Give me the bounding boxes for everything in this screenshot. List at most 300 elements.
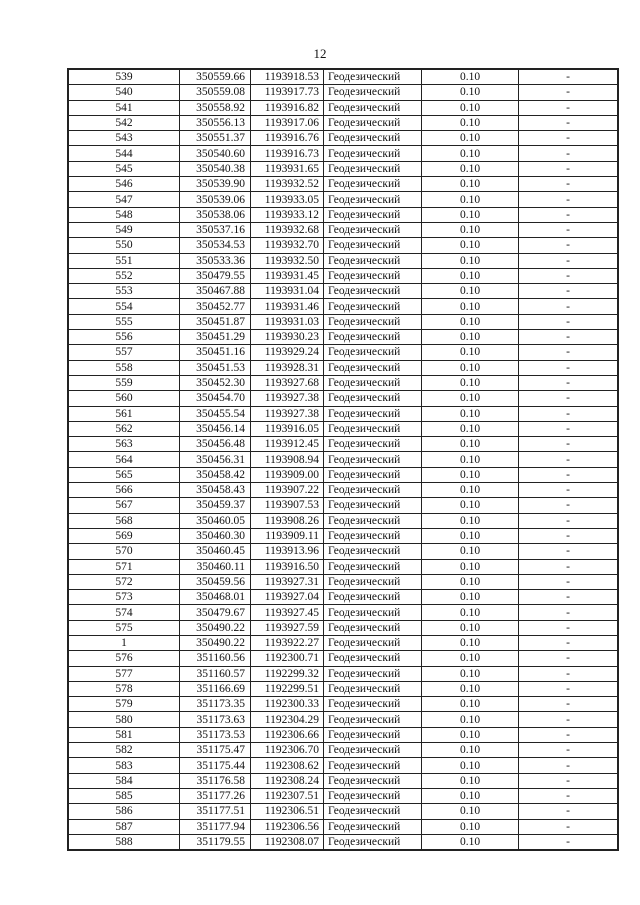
accuracy-cell: 0.10 — [422, 513, 519, 528]
method-cell: Геодезический — [324, 85, 422, 100]
y-coordinate-cell: 1192306.70 — [251, 743, 324, 758]
y-coordinate-cell: 1193927.68 — [251, 375, 324, 390]
y-coordinate-cell: 1193932.68 — [251, 222, 324, 237]
accuracy-cell: 0.10 — [422, 574, 519, 589]
note-cell: - — [519, 819, 619, 834]
method-cell: Геодезический — [324, 712, 422, 727]
x-coordinate-cell: 350452.30 — [180, 375, 251, 390]
point-number-cell: 549 — [68, 222, 180, 237]
x-coordinate-cell: 351166.69 — [180, 681, 251, 696]
x-coordinate-cell: 351160.57 — [180, 666, 251, 681]
x-coordinate-cell: 350479.67 — [180, 605, 251, 620]
accuracy-cell: 0.10 — [422, 712, 519, 727]
y-coordinate-cell: 1193916.76 — [251, 131, 324, 146]
table-row — [68, 712, 618, 727]
point-number-cell: 545 — [68, 161, 180, 176]
table-row — [68, 115, 618, 130]
accuracy-cell: 0.10 — [422, 544, 519, 559]
note-cell: - — [519, 620, 619, 635]
x-coordinate-cell: 351176.58 — [180, 773, 251, 788]
note-cell: - — [519, 498, 619, 513]
y-coordinate-cell: 1193918.53 — [251, 69, 324, 85]
point-number-cell: 569 — [68, 528, 180, 543]
y-coordinate-cell: 1192308.62 — [251, 758, 324, 773]
note-cell: - — [519, 528, 619, 543]
point-number-cell: 551 — [68, 253, 180, 268]
point-number-cell: 558 — [68, 360, 180, 375]
table-row — [68, 681, 618, 696]
point-number-cell: 559 — [68, 375, 180, 390]
table-row — [68, 804, 618, 819]
note-cell: - — [519, 299, 619, 314]
table-row — [68, 85, 618, 100]
table-row — [68, 727, 618, 742]
method-cell: Геодезический — [324, 146, 422, 161]
method-cell: Геодезический — [324, 177, 422, 192]
point-number-cell: 561 — [68, 406, 180, 421]
table-row — [68, 406, 618, 421]
table-row — [68, 421, 618, 436]
table-row — [68, 513, 618, 528]
table-row — [68, 590, 618, 605]
accuracy-cell: 0.10 — [422, 666, 519, 681]
accuracy-cell: 0.10 — [422, 100, 519, 115]
y-coordinate-cell: 1192306.66 — [251, 727, 324, 742]
x-coordinate-cell: 350459.37 — [180, 498, 251, 513]
table-row — [68, 192, 618, 207]
note-cell: - — [519, 69, 619, 85]
point-number-cell: 539 — [68, 69, 180, 85]
method-cell: Геодезический — [324, 299, 422, 314]
x-coordinate-cell: 350467.88 — [180, 284, 251, 299]
y-coordinate-cell: 1192308.24 — [251, 773, 324, 788]
note-cell: - — [519, 590, 619, 605]
method-cell: Геодезический — [324, 513, 422, 528]
x-coordinate-cell: 350456.31 — [180, 452, 251, 467]
accuracy-cell: 0.10 — [422, 345, 519, 360]
table-row — [68, 452, 618, 467]
method-cell: Геодезический — [324, 743, 422, 758]
y-coordinate-cell: 1193932.52 — [251, 177, 324, 192]
accuracy-cell: 0.10 — [422, 452, 519, 467]
x-coordinate-cell: 351160.56 — [180, 651, 251, 666]
y-coordinate-cell: 1193930.23 — [251, 330, 324, 345]
table-row — [68, 69, 618, 85]
accuracy-cell: 0.10 — [422, 559, 519, 574]
x-coordinate-cell: 350454.70 — [180, 391, 251, 406]
method-cell: Геодезический — [324, 788, 422, 803]
note-cell: - — [519, 697, 619, 712]
y-coordinate-cell: 1193908.94 — [251, 452, 324, 467]
y-coordinate-cell: 1193932.50 — [251, 253, 324, 268]
y-coordinate-cell: 1192306.51 — [251, 804, 324, 819]
x-coordinate-cell: 350458.43 — [180, 483, 251, 498]
y-coordinate-cell: 1193909.11 — [251, 528, 324, 543]
x-coordinate-cell: 350490.22 — [180, 635, 251, 650]
x-coordinate-cell: 350556.13 — [180, 115, 251, 130]
point-number-cell: 542 — [68, 115, 180, 130]
point-number-cell: 555 — [68, 314, 180, 329]
x-coordinate-cell: 350460.30 — [180, 528, 251, 543]
point-number-cell: 564 — [68, 452, 180, 467]
method-cell: Геодезический — [324, 620, 422, 635]
note-cell: - — [519, 314, 619, 329]
table-row — [68, 391, 618, 406]
point-number-cell: 587 — [68, 819, 180, 834]
note-cell: - — [519, 268, 619, 283]
note-cell: - — [519, 421, 619, 436]
x-coordinate-cell: 350559.08 — [180, 85, 251, 100]
method-cell: Геодезический — [324, 651, 422, 666]
table-row — [68, 574, 618, 589]
note-cell: - — [519, 391, 619, 406]
point-number-cell: 541 — [68, 100, 180, 115]
note-cell: - — [519, 85, 619, 100]
x-coordinate-cell: 350460.11 — [180, 559, 251, 574]
method-cell: Геодезический — [324, 69, 422, 85]
method-cell: Геодезический — [324, 804, 422, 819]
accuracy-cell: 0.10 — [422, 131, 519, 146]
table-row — [68, 253, 618, 268]
method-cell: Геодезический — [324, 131, 422, 146]
point-number-cell: 553 — [68, 284, 180, 299]
accuracy-cell: 0.10 — [422, 268, 519, 283]
method-cell: Геодезический — [324, 727, 422, 742]
note-cell: - — [519, 207, 619, 222]
accuracy-cell: 0.10 — [422, 421, 519, 436]
table-row — [68, 284, 618, 299]
method-cell: Геодезический — [324, 222, 422, 237]
note-cell: - — [519, 834, 619, 850]
method-cell: Геодезический — [324, 391, 422, 406]
y-coordinate-cell: 1192306.56 — [251, 819, 324, 834]
y-coordinate-cell: 1192299.51 — [251, 681, 324, 696]
accuracy-cell: 0.10 — [422, 360, 519, 375]
method-cell: Геодезический — [324, 773, 422, 788]
accuracy-cell: 0.10 — [422, 299, 519, 314]
point-number-cell: 544 — [68, 146, 180, 161]
table-row — [68, 666, 618, 681]
point-number-cell: 570 — [68, 544, 180, 559]
note-cell: - — [519, 483, 619, 498]
y-coordinate-cell: 1193917.06 — [251, 115, 324, 130]
method-cell: Геодезический — [324, 498, 422, 513]
accuracy-cell: 0.10 — [422, 788, 519, 803]
note-cell: - — [519, 222, 619, 237]
accuracy-cell: 0.10 — [422, 590, 519, 605]
accuracy-cell: 0.10 — [422, 834, 519, 850]
note-cell: - — [519, 773, 619, 788]
accuracy-cell: 0.10 — [422, 253, 519, 268]
table-row — [68, 299, 618, 314]
y-coordinate-cell: 1193916.05 — [251, 421, 324, 436]
method-cell: Геодезический — [324, 681, 422, 696]
y-coordinate-cell: 1192299.32 — [251, 666, 324, 681]
table-row — [68, 268, 618, 283]
y-coordinate-cell: 1193927.38 — [251, 391, 324, 406]
method-cell: Геодезический — [324, 697, 422, 712]
y-coordinate-cell: 1193929.24 — [251, 345, 324, 360]
table-row — [68, 758, 618, 773]
accuracy-cell: 0.10 — [422, 115, 519, 130]
y-coordinate-cell: 1192307.51 — [251, 788, 324, 803]
y-coordinate-cell: 1193917.73 — [251, 85, 324, 100]
y-coordinate-cell: 1193908.26 — [251, 513, 324, 528]
note-cell: - — [519, 345, 619, 360]
point-number-cell: 588 — [68, 834, 180, 850]
method-cell: Геодезический — [324, 345, 422, 360]
coordinates-table — [67, 68, 619, 851]
x-coordinate-cell: 350455.54 — [180, 406, 251, 421]
note-cell: - — [519, 467, 619, 482]
note-cell: - — [519, 574, 619, 589]
table-row — [68, 360, 618, 375]
method-cell: Геодезический — [324, 314, 422, 329]
x-coordinate-cell: 350460.45 — [180, 544, 251, 559]
accuracy-cell: 0.10 — [422, 635, 519, 650]
table-row — [68, 238, 618, 253]
x-coordinate-cell: 350479.55 — [180, 268, 251, 283]
accuracy-cell: 0.10 — [422, 85, 519, 100]
table-row — [68, 819, 618, 834]
method-cell: Геодезический — [324, 207, 422, 222]
y-coordinate-cell: 1193916.50 — [251, 559, 324, 574]
accuracy-cell: 0.10 — [422, 177, 519, 192]
accuracy-cell: 0.10 — [422, 483, 519, 498]
x-coordinate-cell: 350456.14 — [180, 421, 251, 436]
note-cell: - — [519, 544, 619, 559]
method-cell: Геодезический — [324, 268, 422, 283]
x-coordinate-cell: 350452.77 — [180, 299, 251, 314]
note-cell: - — [519, 452, 619, 467]
x-coordinate-cell: 350451.87 — [180, 314, 251, 329]
note-cell: - — [519, 406, 619, 421]
note-cell: - — [519, 788, 619, 803]
x-coordinate-cell: 351177.51 — [180, 804, 251, 819]
point-number-cell: 574 — [68, 605, 180, 620]
point-number-cell: 581 — [68, 727, 180, 742]
table-row — [68, 544, 618, 559]
x-coordinate-cell: 351175.44 — [180, 758, 251, 773]
y-coordinate-cell: 1193912.45 — [251, 437, 324, 452]
x-coordinate-cell: 350538.06 — [180, 207, 251, 222]
y-coordinate-cell: 1192300.33 — [251, 697, 324, 712]
method-cell: Геодезический — [324, 819, 422, 834]
table-row — [68, 834, 618, 850]
point-number-cell: 568 — [68, 513, 180, 528]
x-coordinate-cell: 350460.05 — [180, 513, 251, 528]
table-row — [68, 177, 618, 192]
accuracy-cell: 0.10 — [422, 498, 519, 513]
accuracy-cell: 0.10 — [422, 819, 519, 834]
method-cell: Геодезический — [324, 360, 422, 375]
accuracy-cell: 0.10 — [422, 467, 519, 482]
accuracy-cell: 0.10 — [422, 375, 519, 390]
note-cell: - — [519, 743, 619, 758]
note-cell: - — [519, 330, 619, 345]
method-cell: Геодезический — [324, 590, 422, 605]
accuracy-cell: 0.10 — [422, 743, 519, 758]
y-coordinate-cell: 1193931.45 — [251, 268, 324, 283]
accuracy-cell: 0.10 — [422, 406, 519, 421]
point-number-cell: 562 — [68, 421, 180, 436]
note-cell: - — [519, 666, 619, 681]
x-coordinate-cell: 350558.92 — [180, 100, 251, 115]
method-cell: Геодезический — [324, 544, 422, 559]
y-coordinate-cell: 1193932.70 — [251, 238, 324, 253]
point-number-cell: 566 — [68, 483, 180, 498]
method-cell: Геодезический — [324, 100, 422, 115]
table-row — [68, 222, 618, 237]
method-cell: Геодезический — [324, 253, 422, 268]
x-coordinate-cell: 350451.29 — [180, 330, 251, 345]
x-coordinate-cell: 351179.55 — [180, 834, 251, 850]
table-row — [68, 498, 618, 513]
note-cell: - — [519, 100, 619, 115]
point-number-cell: 565 — [68, 467, 180, 482]
table-row — [68, 314, 618, 329]
y-coordinate-cell: 1193907.53 — [251, 498, 324, 513]
accuracy-cell: 0.10 — [422, 528, 519, 543]
x-coordinate-cell: 350451.53 — [180, 360, 251, 375]
table-row — [68, 788, 618, 803]
coordinates-table-body — [68, 69, 618, 850]
page-number: 12 — [313, 46, 327, 61]
accuracy-cell: 0.10 — [422, 727, 519, 742]
method-cell: Геодезический — [324, 635, 422, 650]
method-cell: Геодезический — [324, 437, 422, 452]
note-cell: - — [519, 177, 619, 192]
method-cell: Геодезический — [324, 758, 422, 773]
note-cell: - — [519, 437, 619, 452]
x-coordinate-cell: 351175.47 — [180, 743, 251, 758]
point-number-cell: 586 — [68, 804, 180, 819]
accuracy-cell: 0.10 — [422, 238, 519, 253]
x-coordinate-cell: 350540.60 — [180, 146, 251, 161]
accuracy-cell: 0.10 — [422, 758, 519, 773]
point-number-cell: 540 — [68, 85, 180, 100]
method-cell: Геодезический — [324, 574, 422, 589]
y-coordinate-cell: 1193907.22 — [251, 483, 324, 498]
y-coordinate-cell: 1193933.05 — [251, 192, 324, 207]
point-number-cell: 576 — [68, 651, 180, 666]
x-coordinate-cell: 350468.01 — [180, 590, 251, 605]
point-number-cell: 580 — [68, 712, 180, 727]
note-cell: - — [519, 635, 619, 650]
y-coordinate-cell: 1193909.00 — [251, 467, 324, 482]
table-row — [68, 635, 618, 650]
y-coordinate-cell: 1193927.45 — [251, 605, 324, 620]
y-coordinate-cell: 1193931.04 — [251, 284, 324, 299]
note-cell: - — [519, 192, 619, 207]
method-cell: Геодезический — [324, 284, 422, 299]
method-cell: Геодезический — [324, 559, 422, 574]
accuracy-cell: 0.10 — [422, 146, 519, 161]
accuracy-cell: 0.10 — [422, 681, 519, 696]
x-coordinate-cell: 351173.63 — [180, 712, 251, 727]
accuracy-cell: 0.10 — [422, 161, 519, 176]
y-coordinate-cell: 1193927.04 — [251, 590, 324, 605]
note-cell: - — [519, 238, 619, 253]
accuracy-cell: 0.10 — [422, 620, 519, 635]
table-row — [68, 559, 618, 574]
method-cell: Геодезический — [324, 483, 422, 498]
table-row — [68, 437, 618, 452]
x-coordinate-cell: 350540.38 — [180, 161, 251, 176]
method-cell: Геодезический — [324, 406, 422, 421]
point-number-cell: 585 — [68, 788, 180, 803]
x-coordinate-cell: 350490.22 — [180, 620, 251, 635]
x-coordinate-cell: 350537.16 — [180, 222, 251, 237]
x-coordinate-cell: 350533.36 — [180, 253, 251, 268]
accuracy-cell: 0.10 — [422, 773, 519, 788]
table-row — [68, 100, 618, 115]
note-cell: - — [519, 161, 619, 176]
point-number-cell: 543 — [68, 131, 180, 146]
point-number-cell: 572 — [68, 574, 180, 589]
table-row — [68, 620, 618, 635]
y-coordinate-cell: 1193916.82 — [251, 100, 324, 115]
note-cell: - — [519, 712, 619, 727]
x-coordinate-cell: 350559.66 — [180, 69, 251, 85]
note-cell: - — [519, 115, 619, 130]
note-cell: - — [519, 360, 619, 375]
point-number-cell: 584 — [68, 773, 180, 788]
accuracy-cell: 0.10 — [422, 69, 519, 85]
note-cell: - — [519, 681, 619, 696]
method-cell: Геодезический — [324, 330, 422, 345]
method-cell: Геодезический — [324, 467, 422, 482]
table-row — [68, 605, 618, 620]
method-cell: Геодезический — [324, 605, 422, 620]
x-coordinate-cell: 350458.42 — [180, 467, 251, 482]
point-number-cell: 578 — [68, 681, 180, 696]
x-coordinate-cell: 350539.90 — [180, 177, 251, 192]
accuracy-cell: 0.10 — [422, 330, 519, 345]
accuracy-cell: 0.10 — [422, 284, 519, 299]
table-row — [68, 467, 618, 482]
method-cell: Геодезический — [324, 528, 422, 543]
x-coordinate-cell: 351173.35 — [180, 697, 251, 712]
method-cell: Геодезический — [324, 421, 422, 436]
note-cell: - — [519, 758, 619, 773]
accuracy-cell: 0.10 — [422, 192, 519, 207]
point-number-cell: 560 — [68, 391, 180, 406]
x-coordinate-cell: 351173.53 — [180, 727, 251, 742]
x-coordinate-cell: 350456.48 — [180, 437, 251, 452]
note-cell: - — [519, 605, 619, 620]
y-coordinate-cell: 1193931.03 — [251, 314, 324, 329]
method-cell: Геодезический — [324, 666, 422, 681]
note-cell: - — [519, 284, 619, 299]
point-number-cell: 552 — [68, 268, 180, 283]
method-cell: Геодезический — [324, 115, 422, 130]
table-row — [68, 697, 618, 712]
method-cell: Геодезический — [324, 452, 422, 467]
y-coordinate-cell: 1193933.12 — [251, 207, 324, 222]
point-number-cell: 548 — [68, 207, 180, 222]
note-cell: - — [519, 131, 619, 146]
table-row — [68, 146, 618, 161]
note-cell: - — [519, 375, 619, 390]
y-coordinate-cell: 1193922.27 — [251, 635, 324, 650]
note-cell: - — [519, 146, 619, 161]
y-coordinate-cell: 1193927.38 — [251, 406, 324, 421]
point-number-cell: 550 — [68, 238, 180, 253]
point-number-cell: 546 — [68, 177, 180, 192]
table-row — [68, 345, 618, 360]
accuracy-cell: 0.10 — [422, 314, 519, 329]
